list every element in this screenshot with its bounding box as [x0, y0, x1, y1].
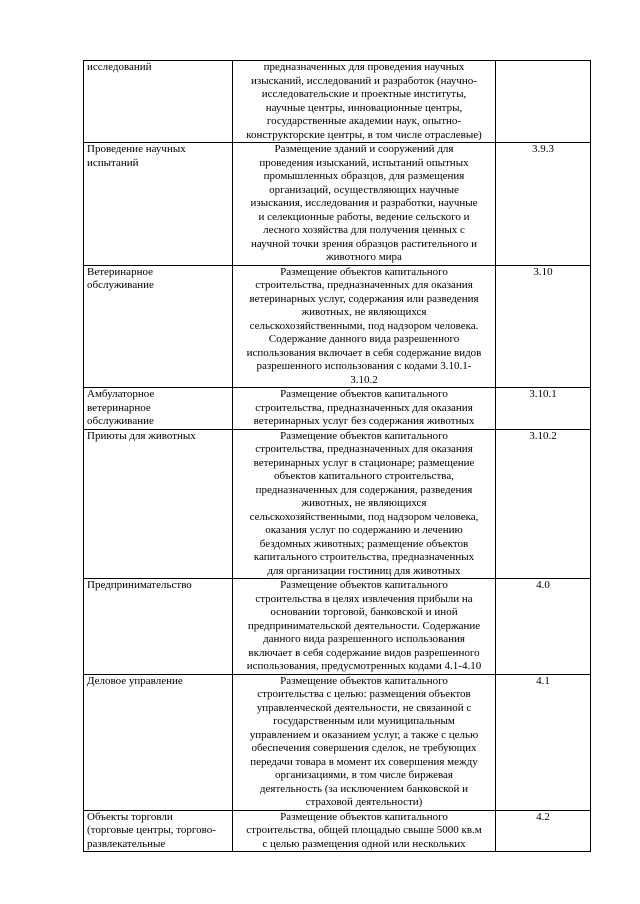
table-row — [84, 579, 591, 675]
use-name-cell — [84, 429, 233, 579]
use-name: Объекты торговли (торговые центры, торгово- развлекательные — [87, 810, 216, 850]
use-code-cell — [496, 388, 591, 430]
table-row — [84, 265, 591, 388]
use-code-cell — [496, 429, 591, 579]
use-description-cell — [233, 579, 496, 675]
use-description: Размещение объектов капитального строительства, предназначенных для оказания ветеринарных услуг, содержания или разведения животных, не являющихся сельскохозяйственными, под надзором человека. Содержание данного вида разрешенного использования включает в себя содержание видов разрешенного использования с кодами 3.10.1- 3.10.2 — [246, 265, 482, 386]
use-name-cell — [84, 674, 233, 810]
use-name-cell — [84, 143, 233, 266]
table-row — [84, 61, 591, 143]
use-name: Приюты для животных — [87, 429, 196, 442]
use-name-cell — [84, 388, 233, 430]
use-code-cell — [496, 143, 591, 266]
use-name-cell — [84, 265, 233, 388]
table-row — [84, 810, 591, 852]
use-code: 4.2 — [536, 810, 550, 823]
use-description-cell — [233, 429, 496, 579]
use-description-cell — [233, 388, 496, 430]
use-description: Размещение объектов капитального строительства с целью: размещения объектов управленческой деятельности, не связанной с государственным или муниципальным управлением и оказанием услуг, а также с целью обеспечения совершения сделок, не требующих передачи товара в момент их совершения между организациями, в том числе биржевая деятельность (за исключением банковской и страховой деятельности) — [249, 674, 479, 808]
table-row — [84, 429, 591, 579]
use-code-cell — [496, 61, 591, 143]
use-name-cell — [84, 810, 233, 852]
use-name: исследований — [87, 61, 152, 73]
use-name-cell — [84, 61, 233, 143]
use-description-cell — [233, 265, 496, 388]
use-code-cell — [496, 810, 591, 852]
use-description-cell — [233, 674, 496, 810]
use-name: Амбулаторное ветеринарное обслуживание — [87, 388, 155, 427]
use-code: 3.10.2 — [529, 429, 557, 442]
use-name-cell — [84, 579, 233, 675]
use-code: 4.0 — [536, 579, 550, 591]
use-description: предназначенных для проведения научных изысканий, исследований и разработок (научно- исследовательские и проектные институты, научные центры, инновационные центры, государственные академии наук, опытно- конструкторские центры, в том числе отраслевые) — [246, 61, 482, 141]
use-code: 3.10.1 — [529, 388, 557, 400]
use-name: Проведение научных испытаний — [87, 143, 186, 169]
use-description: Размещение объектов капитального строительства, предназначенных для оказания ветеринарных услуг без содержания животных — [253, 388, 475, 427]
use-name: Предпринимательство — [87, 579, 192, 591]
use-code-cell — [496, 674, 591, 810]
use-code-cell — [496, 265, 591, 388]
use-code: 4.1 — [536, 674, 550, 687]
use-description: Размещение объектов капитального строительства в целях извлечения прибыли на основании торговой, банковской и иной предпринимательской деятельности. Содержание данного вида разрешенного использования включает в себя содержание видов разрешенного использования, предусмотренных кодами 4.1-4.10 — [246, 579, 482, 672]
use-name: Ветеринарное обслуживание — [87, 265, 154, 291]
use-description: Размещение объектов капитального строительства, общей площадью свыше 5000 кв.м с целью размещения одной или нескольких — [246, 810, 482, 850]
use-description-cell — [233, 61, 496, 143]
use-description: Размещение объектов капитального строительства, предназначенных для оказания ветеринарных услуг в стационаре; размещение объектов капитального строительства, предназначенных для содержания, разведения животных, не являющихся сельскохозяйственными, под надзором человека, оказания услуг по содержанию и лечению бездомных животных; размещение объектов капитального строительства, предназначенных для организации гостиниц для животных — [249, 429, 479, 577]
table-row — [84, 388, 591, 430]
use-description-cell — [233, 810, 496, 852]
table-row — [84, 143, 591, 266]
use-code: 3.10 — [533, 265, 553, 278]
use-description-cell — [233, 143, 496, 266]
use-code-cell — [496, 579, 591, 675]
use-description: Размещение зданий и сооружений для проведения изысканий, испытаний опытных промышленных образцов, для размещения организаций, осуществляющих научные изыскания, исследования и разработки, научные и селекционные работы, ведение сельского и лесного хозяйства для получения ценных с научной точки зрения образцов растительного и животного мира — [250, 143, 478, 263]
table-row — [84, 674, 591, 810]
use-code: 3.9.3 — [532, 143, 554, 155]
use-name: Деловое управление — [87, 674, 183, 687]
land-use-table — [83, 60, 591, 852]
